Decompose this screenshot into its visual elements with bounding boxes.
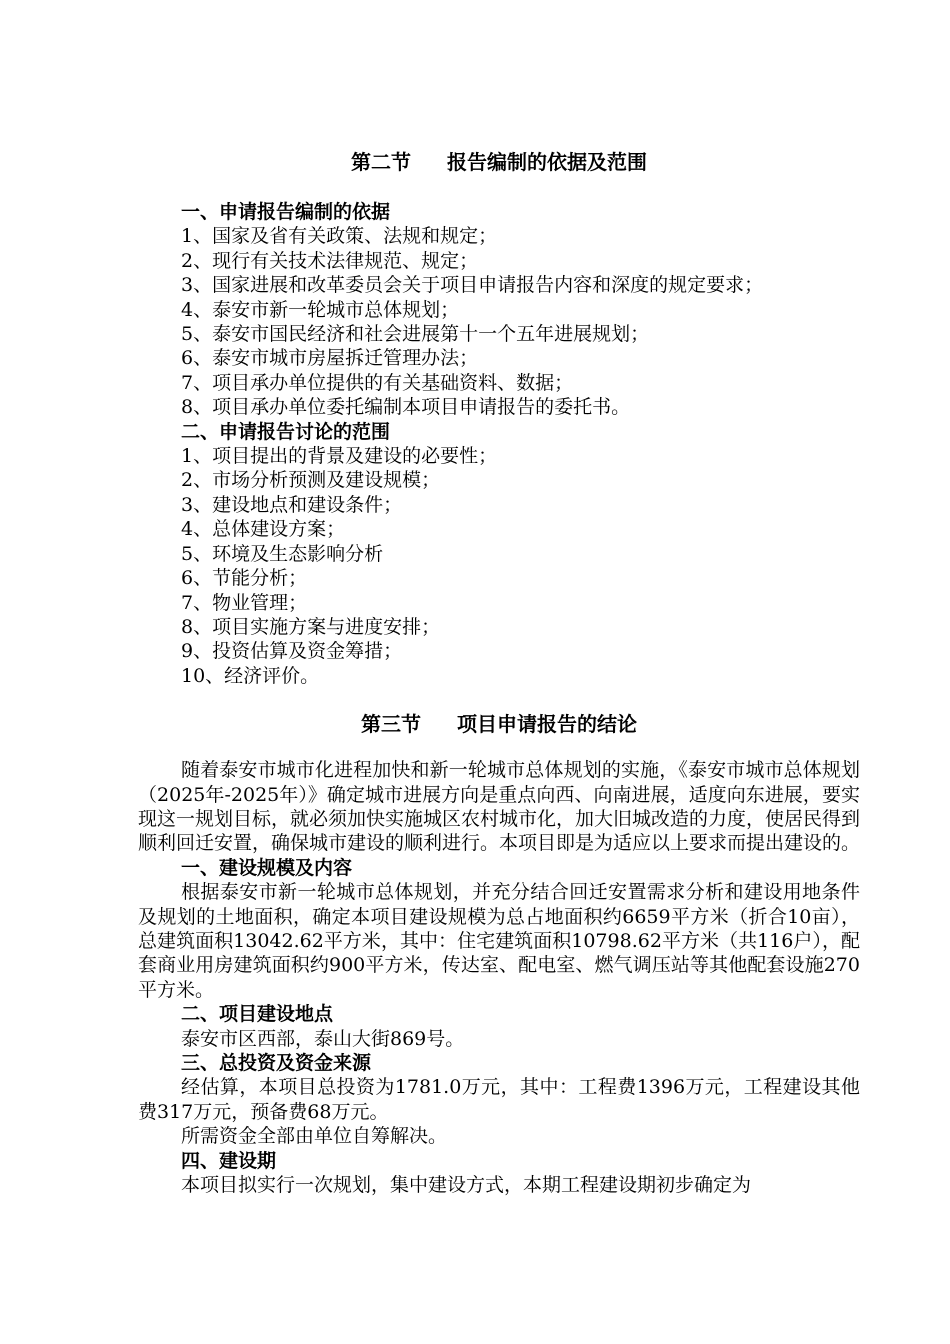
basis-item: 4、泰安市新一轮城市总体规划； [181, 298, 460, 321]
scope-item: 7、物业管理； [181, 591, 308, 614]
section2-title [138, 148, 860, 176]
scope-item: 3、建设地点和建设条件； [181, 493, 403, 516]
scope-item: 5、环境及生态影响分析 [181, 542, 384, 565]
location-paragraph: 泰安市区西部，泰山大街869号。 [181, 1027, 465, 1050]
location-heading: 二、项目建设地点 [181, 1003, 334, 1026]
section3-title [138, 710, 860, 738]
scope-item: 6、节能分析； [181, 567, 308, 590]
scope-item: 8、项目实施方案与进度安排； [181, 615, 441, 638]
section3-title-text: 项目申请报告的结论 [457, 712, 637, 737]
basis-heading: 一、申请报告编制的依据 [181, 201, 391, 223]
period-heading: 四、建设期 [181, 1149, 277, 1172]
basis-item: 1、国家及省有关政策、法规和规定； [181, 225, 498, 248]
section2-number: 第二节 [351, 150, 411, 174]
period-paragraph: 本项目拟实行一次规划，集中建设方式，本期工程建设期初步确定为 [181, 1174, 752, 1197]
scope-heading: 二、申请报告讨论的范围 [181, 420, 391, 443]
section2-title-text: 报告编制的依据及范围 [447, 150, 647, 174]
page-content [138, 148, 860, 1197]
scope-item: 1、项目提出的背景及建设的必要性； [181, 445, 498, 468]
scope-item: 2、市场分析预测及建设规模； [181, 469, 441, 492]
scale-heading: 一、建设规模及内容 [181, 856, 353, 879]
intro-paragraph: 随着泰安市城市化进程加快和新一轮城市总体规划的实施，《泰安市城市总体规划（2025年-2025年）》确定城市进展方向是重点向西、向南进展，适度向东进展，要实现这一规划目标，就必须加快实施城区农村城市化，加大旧城改造的力度，使居民得到顺利回迁安置，确保城市建设的顺利进行。本项目即是为适应以上要求而提出建设的。 [138, 759, 861, 855]
funding-paragraph: 所需资金全部由单位自筹解决。 [181, 1125, 448, 1148]
basis-item: 7、项目承办单位提供的有关基础资料、数据； [181, 371, 574, 394]
investment-heading: 三、总投资及资金来源 [181, 1052, 372, 1074]
basis-item: 2、现行有关技术法律规范、规定； [181, 249, 479, 272]
scope-item: 9、投资估算及资金筹措； [181, 640, 403, 663]
basis-item: 8、项目承办单位委托编制本项目申请报告的委托书。 [181, 396, 631, 419]
basis-item: 5、泰安市国民经济和社会进展第十一个五年进展规划； [181, 323, 650, 346]
section3-number: 第三节 [361, 712, 421, 737]
scope-item: 4、总体建设方案； [181, 518, 346, 541]
scope-item: 10、经济评价。 [181, 664, 320, 687]
scale-paragraph: 根据泰安市新一轮城市总体规划，并充分结合回迁安置需求分析和建设用地条件及规划的土地面积，确定本项目建设规模为总占地面积约6659平方米（折合10亩），总建筑面积13042.62平方米，其中：住宅建筑面积10798.62平方米（共116户），配套商业用房建筑面积约900平方米，传达室、配电室、燃气调压站等其他配套设施270平方米。 [138, 881, 860, 1001]
investment-paragraph: 经估算，本项目总投资为1781.0万元，其中：工程费1396万元，工程建设其他费317万元，预备费68万元。 [138, 1076, 860, 1123]
basis-item: 6、泰安市城市房屋拆迁管理办法； [181, 347, 479, 370]
basis-item: 3、国家进展和改革委员会关于项目申请报告内容和深度的规定要求； [181, 274, 764, 297]
